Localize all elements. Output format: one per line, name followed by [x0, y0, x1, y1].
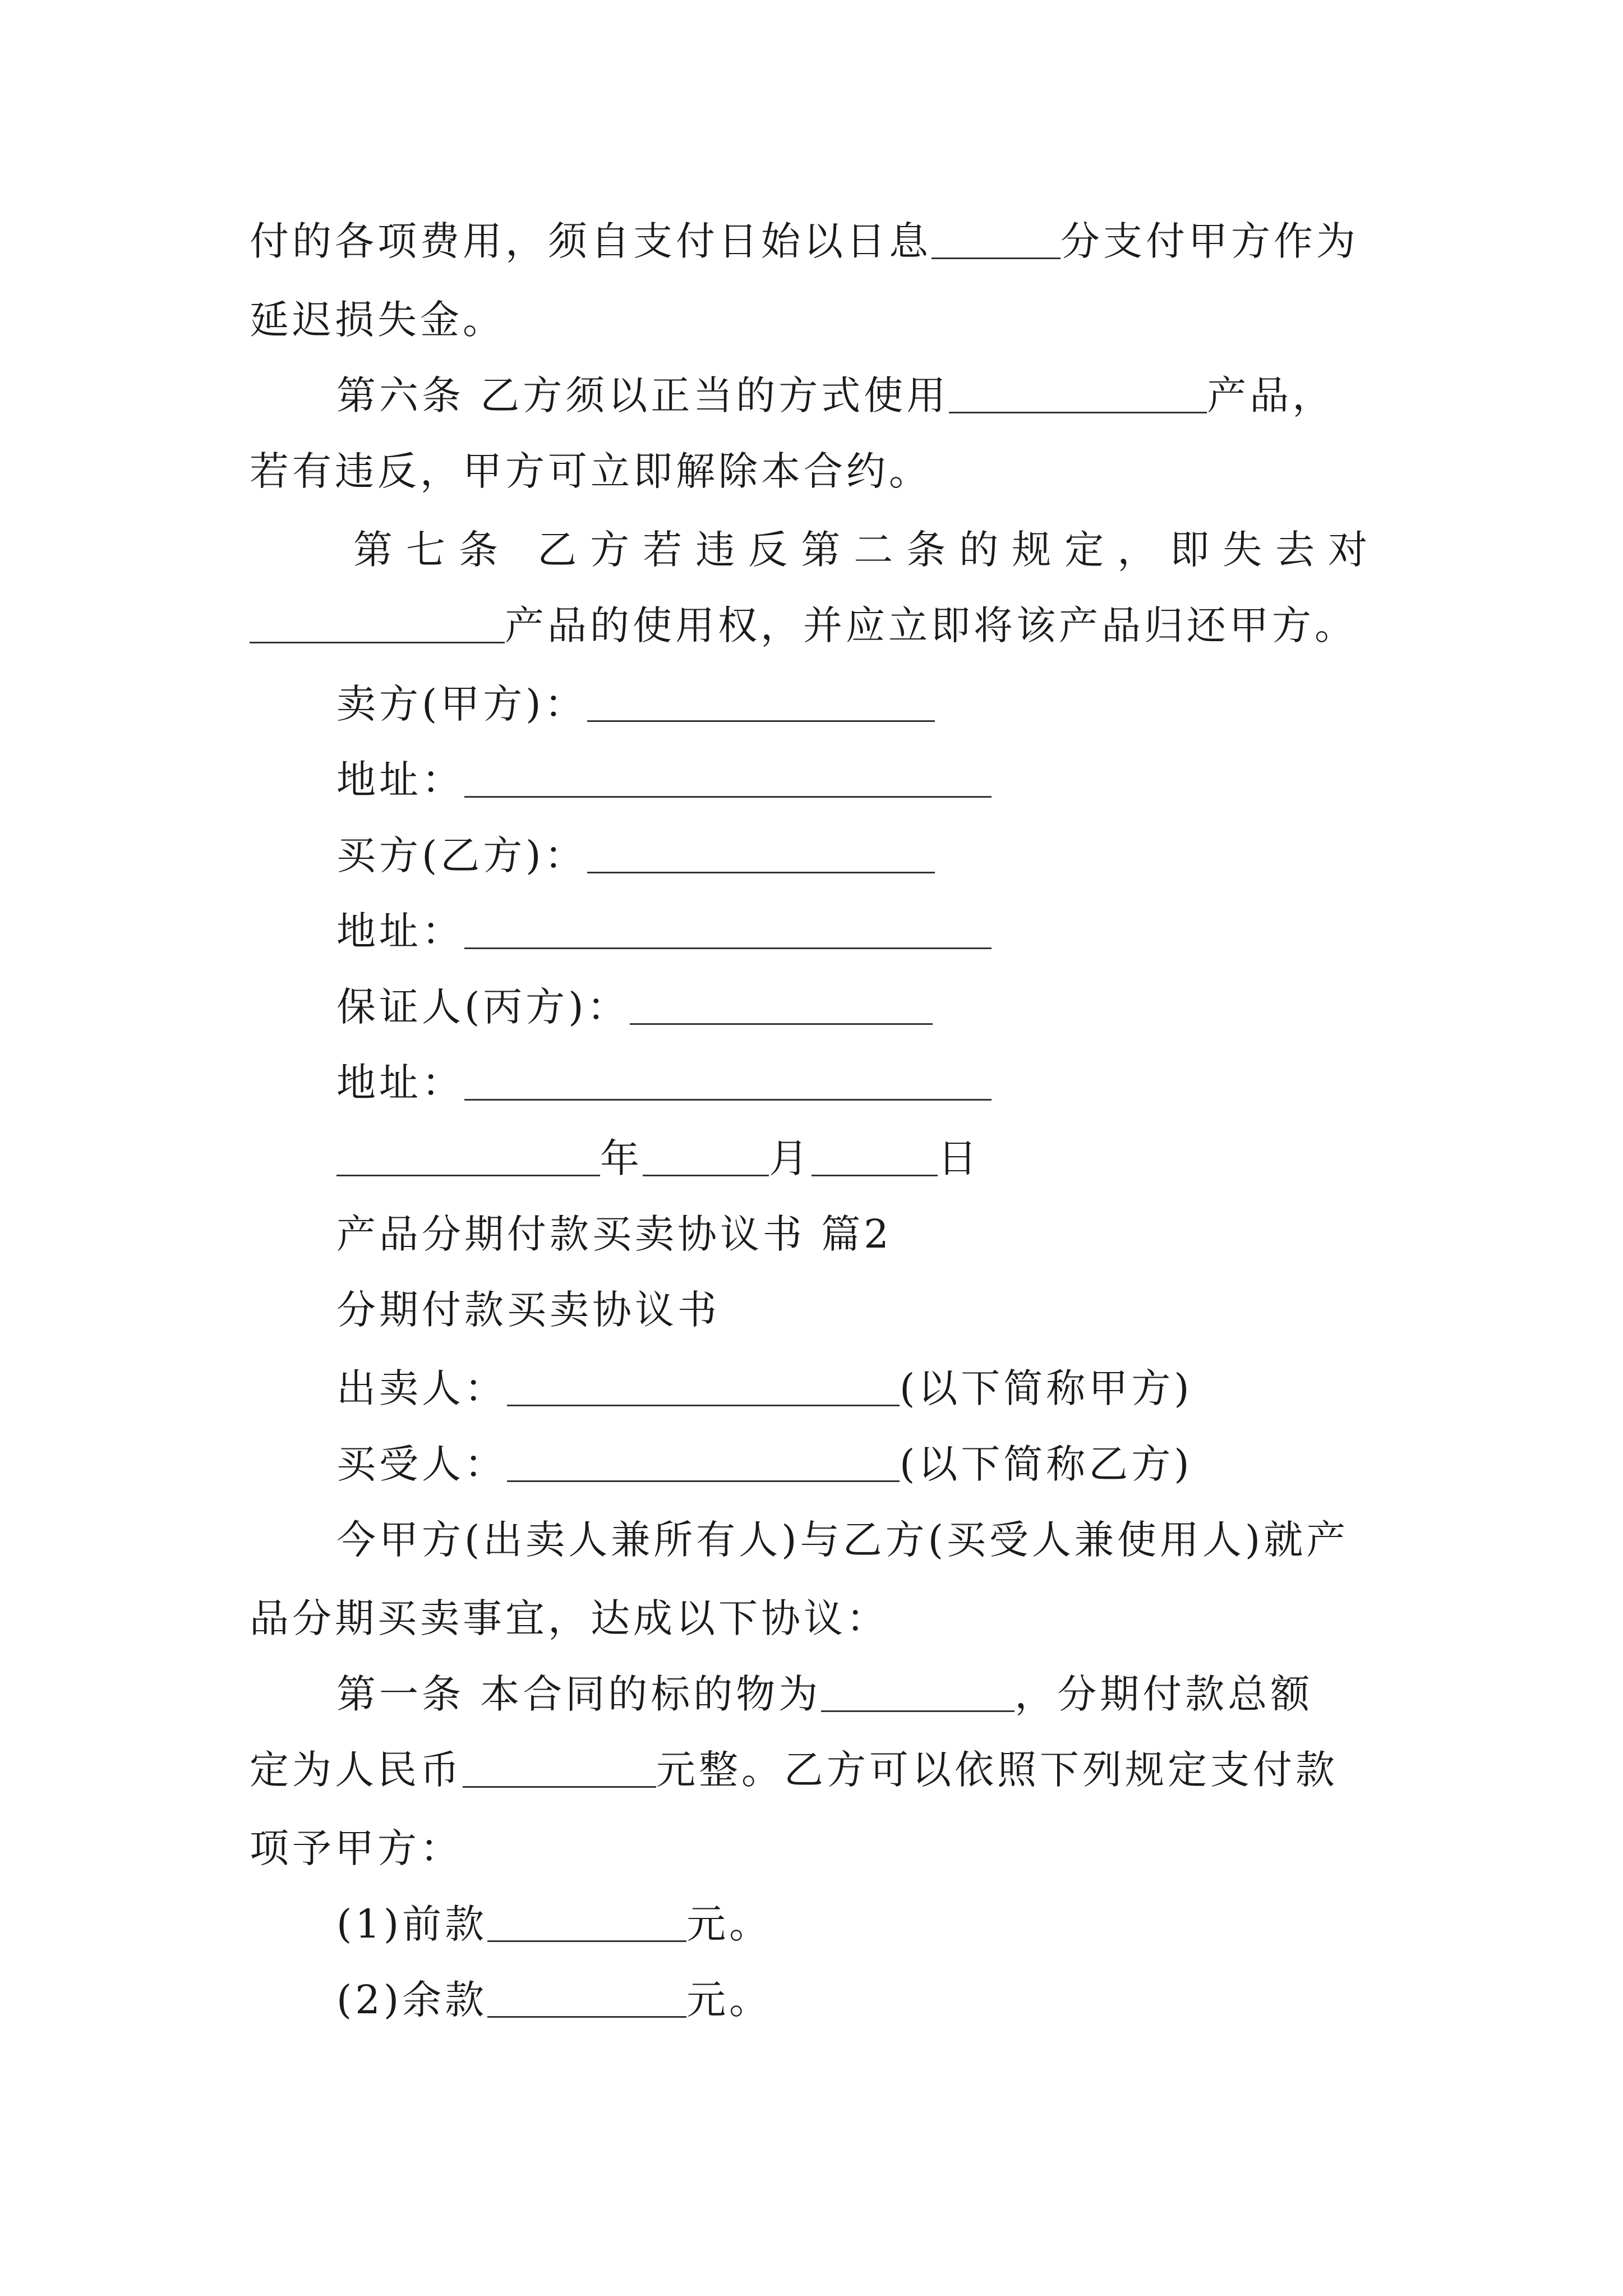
- section-title: 产品分期付款买卖协议书 篇2: [336, 1211, 892, 1257]
- seller-label: 卖方(甲方)：: [336, 681, 587, 727]
- address-blank[interactable]: [464, 1060, 992, 1101]
- text-line: [336, 1666, 1313, 1722]
- fill-in-blank[interactable]: [250, 602, 505, 643]
- text-line: [250, 443, 932, 499]
- text-segment: 今甲方(出卖人兼所有人)与乙方(买受人兼使用人)就产: [336, 1517, 1349, 1563]
- buyer-party-blank[interactable]: [507, 1441, 900, 1482]
- payment-item-unit: 元。: [686, 1977, 772, 2023]
- address-blank[interactable]: [464, 908, 992, 949]
- text-segment: 定为人民币: [250, 1747, 463, 1793]
- text-segment: ，分期付款总额: [1015, 1671, 1313, 1717]
- address-blank[interactable]: [464, 757, 992, 798]
- text-segment: 付的各项费用，须自支付日始以日息: [250, 218, 932, 264]
- text-segment: 第一条 本合同的标的物为: [336, 1671, 822, 1717]
- text-line: [336, 1512, 1349, 1568]
- seller-party-line: [336, 1360, 1193, 1416]
- text-line: [336, 367, 1335, 424]
- address-label: 地址：: [336, 757, 464, 803]
- amount-blank[interactable]: [487, 1977, 686, 2018]
- text-segment: 分支付甲方作为: [1061, 218, 1359, 264]
- address-line: [336, 1055, 992, 1111]
- text-line: [353, 522, 1380, 578]
- text-segment: 若有违反，甲方可立即解除本合约。: [250, 448, 932, 494]
- address-line: [336, 903, 992, 959]
- buyer-party-note: (以下简称乙方): [900, 1441, 1193, 1487]
- text-line: [250, 213, 1359, 269]
- text-line: [250, 1590, 889, 1646]
- year-label: 年: [600, 1135, 643, 1181]
- day-blank[interactable]: [811, 1135, 938, 1176]
- address-line: [336, 752, 992, 808]
- agreement-title-text: 分期付款买卖协议书: [336, 1287, 720, 1333]
- seller-party-label: 出卖人：: [336, 1365, 507, 1411]
- month-blank[interactable]: [643, 1135, 769, 1176]
- payment-item: [336, 1896, 772, 1952]
- seller-party-note: (以下简称甲方): [900, 1365, 1193, 1411]
- day-label: 日: [938, 1135, 980, 1181]
- fill-in-blank[interactable]: [463, 1747, 656, 1788]
- text-segment: 品分期买卖事宜，达成以下协议：: [250, 1595, 889, 1641]
- text-line: [250, 1742, 1338, 1798]
- text-segment: 产品，: [1207, 372, 1335, 418]
- payment-item-unit: 元。: [686, 1901, 772, 1947]
- section-heading: [336, 1206, 892, 1262]
- guarantor-blank[interactable]: [630, 984, 933, 1025]
- guarantor-label: 保证人(丙方)：: [336, 984, 630, 1030]
- address-label: 地址：: [336, 1060, 464, 1106]
- fill-in-blank[interactable]: [932, 218, 1061, 259]
- text-line: [250, 1820, 463, 1876]
- buyer-line: [336, 827, 935, 884]
- buyer-label: 买方(乙方)：: [336, 832, 587, 878]
- seller-blank[interactable]: [587, 681, 935, 722]
- date-line: [336, 1130, 980, 1186]
- year-blank[interactable]: [336, 1135, 600, 1176]
- text-segment: 第六条 乙方须以正当的方式使用: [336, 372, 949, 418]
- text-line: [250, 292, 505, 348]
- text-segment: 元整。乙方可以依照下列规定支付款: [656, 1747, 1338, 1793]
- agreement-title: [336, 1282, 720, 1338]
- fill-in-blank[interactable]: [821, 1671, 1015, 1712]
- text-segment: 延迟损失金。: [250, 297, 505, 343]
- text-segment: 产品的使用权，并应立即将该产品归还甲方。: [505, 602, 1357, 648]
- text-line: [250, 597, 1357, 654]
- month-label: 月: [769, 1135, 811, 1181]
- buyer-blank[interactable]: [587, 832, 935, 873]
- amount-blank[interactable]: [487, 1901, 686, 1942]
- text-segment: 项予甲方：: [250, 1825, 463, 1871]
- text-segment: 第七条 乙方若违反第二条的规定，即失去对: [353, 527, 1381, 573]
- payment-item-label: (1)前款: [336, 1901, 488, 1947]
- fill-in-blank[interactable]: [949, 372, 1207, 413]
- buyer-party-line: [336, 1436, 1193, 1492]
- payment-item-label: (2)余款: [336, 1977, 488, 2023]
- seller-line: [336, 676, 935, 732]
- payment-item: [336, 1972, 772, 2028]
- address-label: 地址：: [336, 908, 464, 954]
- buyer-party-label: 买受人：: [336, 1441, 507, 1487]
- guarantor-line: [336, 979, 933, 1035]
- seller-party-blank[interactable]: [507, 1365, 900, 1406]
